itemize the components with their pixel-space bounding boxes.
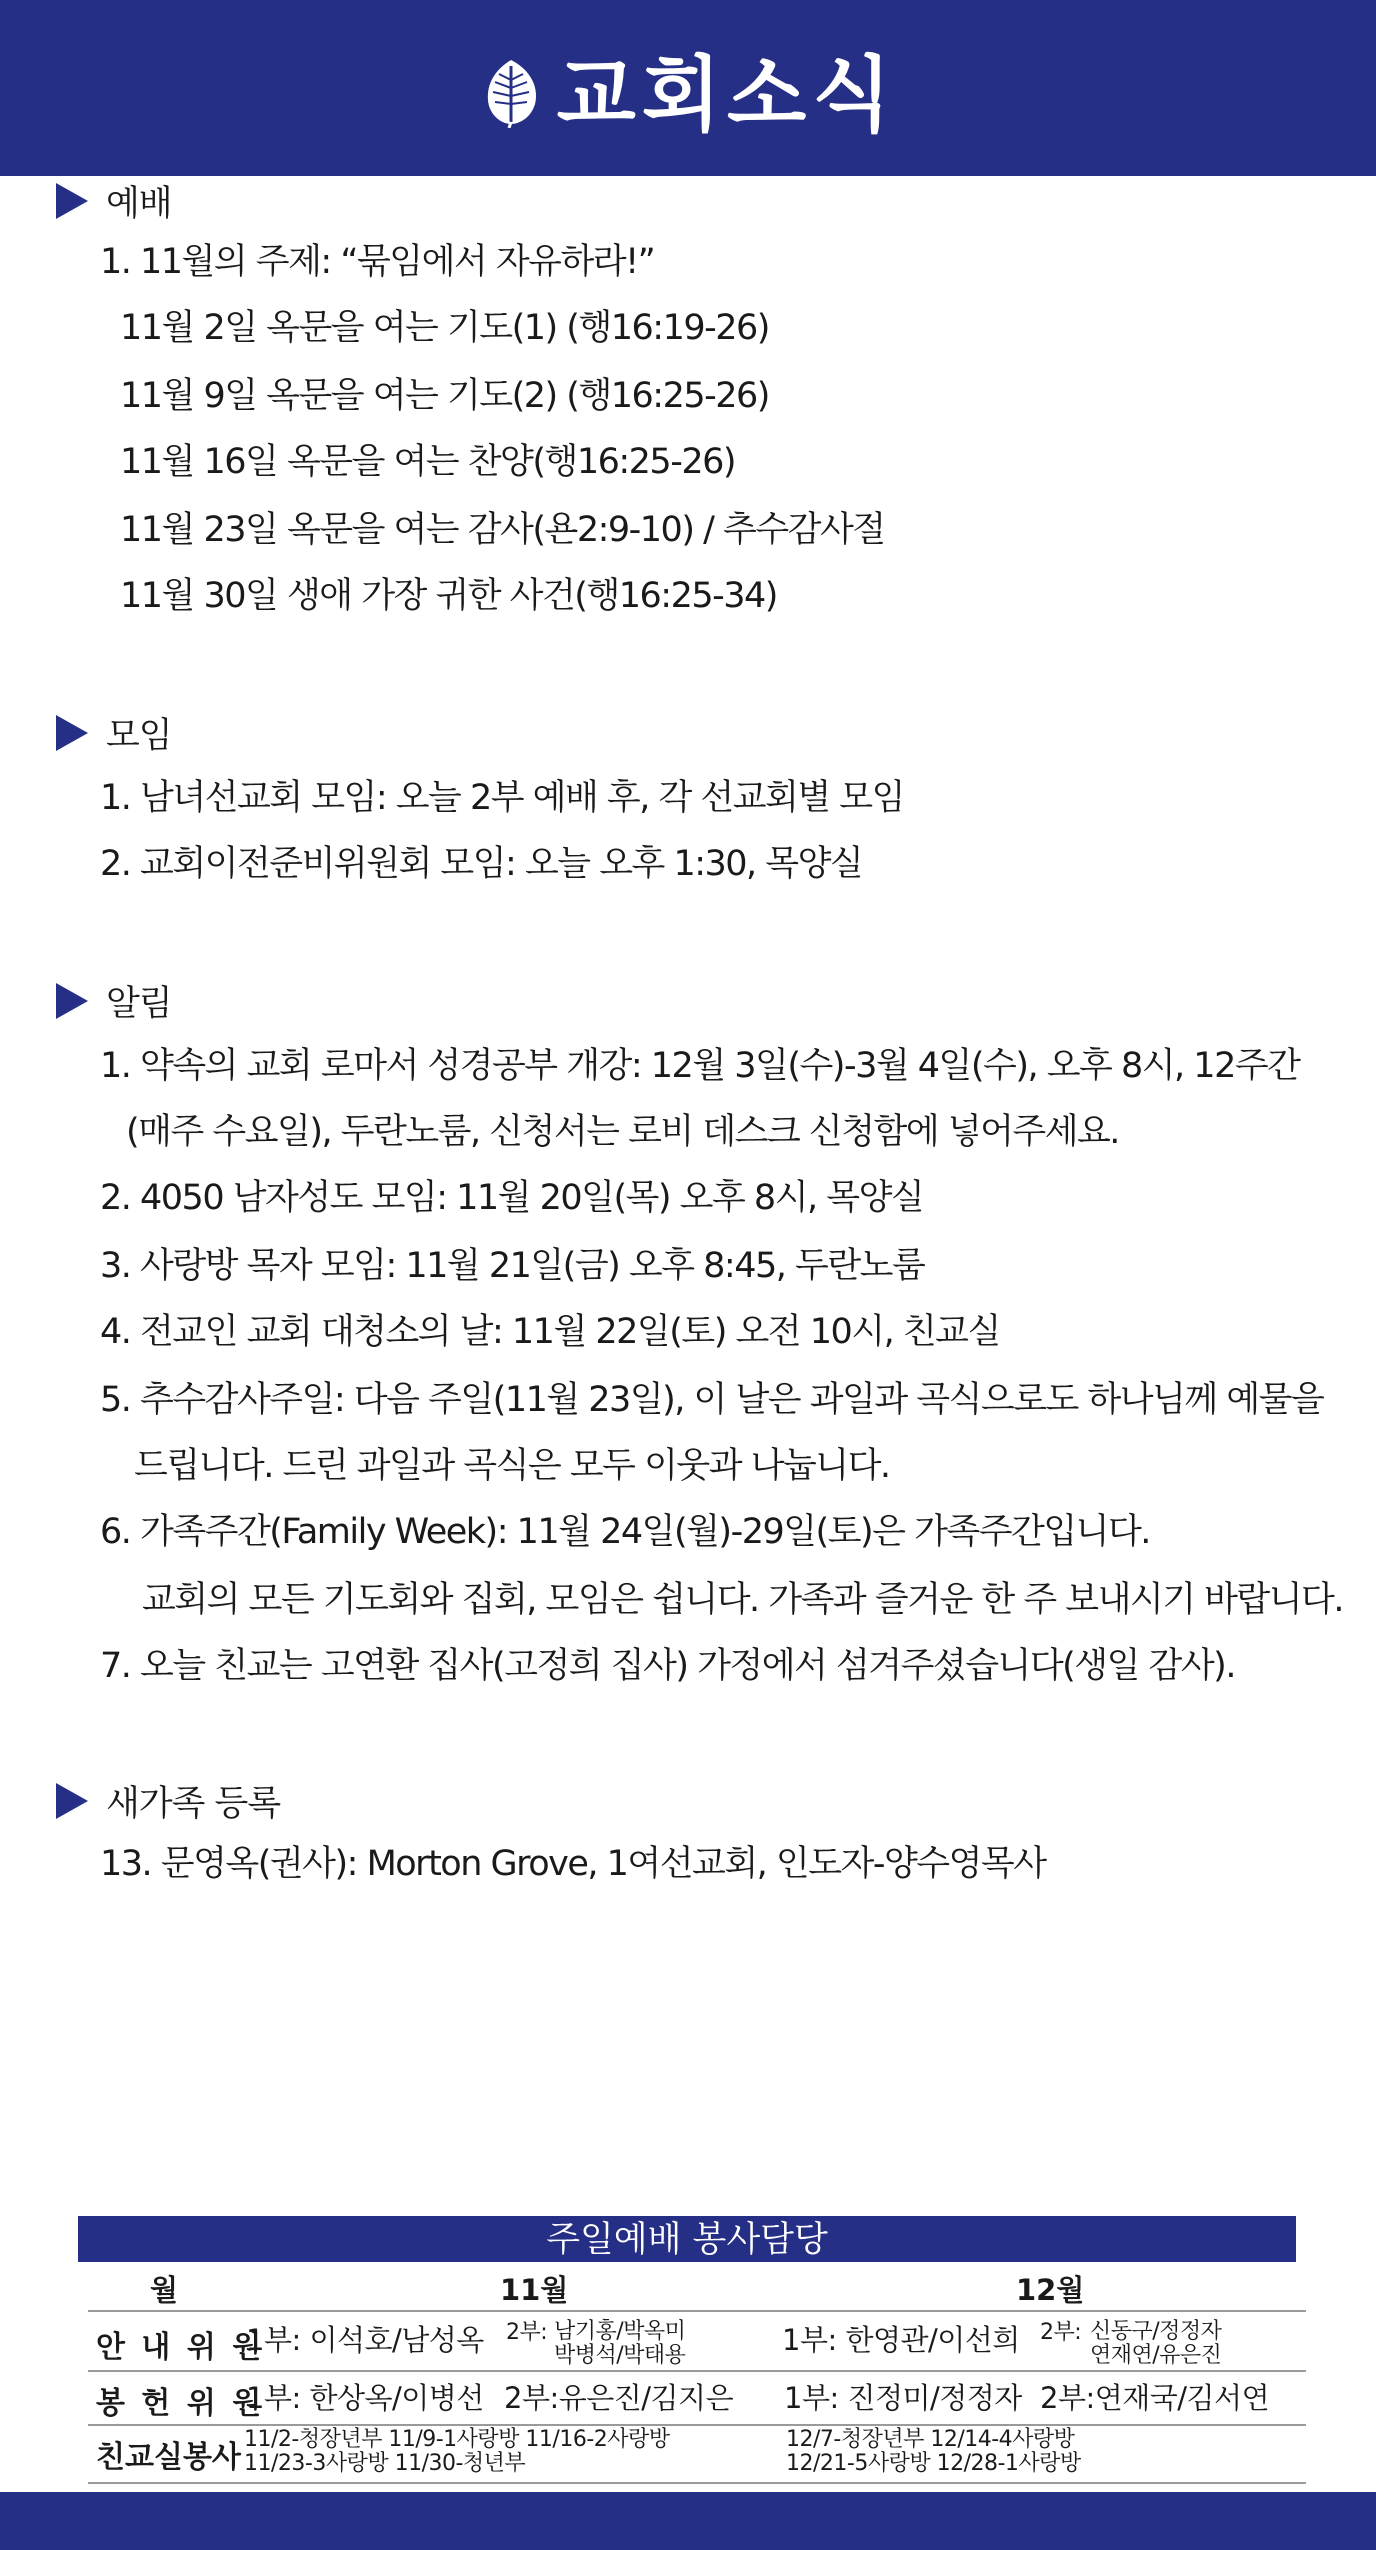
table-header-november: 11월 (500, 2273, 569, 2307)
triangle-bullet-icon (56, 1783, 88, 1819)
offering-dec-second: 2부:연재국/김서연 (1040, 2381, 1270, 2415)
usher-nov-second-line: 박병석/박태용 (554, 2343, 686, 2368)
row-label-usher: 안 내 위 원 (96, 2330, 265, 2365)
usher-dec-second-line: 연재연/유은진 (1090, 2343, 1222, 2368)
service-table-title: 주일예배 봉사담당 (78, 2216, 1296, 2262)
notice-line: (매주 수요일), 두란노룸, 신청서는 로비 데스크 신청함에 넣어주세요. (126, 1112, 1119, 1152)
table-header-december: 12월 (1016, 2273, 1085, 2307)
section-title: 예배 (106, 184, 172, 224)
row-label-fellowship: 친교실봉사 (96, 2440, 241, 2475)
usher-dec-second-line: 신동구/정정자 (1090, 2319, 1222, 2344)
notice-line: 4. 전교인 교회 대청소의 날: 11월 22일(토) 오전 10시, 친교실 (100, 1312, 1000, 1352)
section-title: 새가족 등록 (106, 1784, 281, 1824)
table-divider (88, 2424, 1306, 2426)
fellowship-dec-line: 12/7-청장년부 12/14-4사랑방 (786, 2427, 1075, 2452)
usher-dec-second (1090, 2320, 1221, 2368)
notice-line: 2. 4050 남자성도 모임: 11월 20일(목) 오후 8시, 목양실 (100, 1178, 924, 1218)
notice-line: 7. 오늘 친교는 고연환 집사(고정희 집사) 가정에서 섬겨주셨습니다(생일 감사). (100, 1646, 1235, 1686)
leaf-icon (479, 56, 543, 128)
triangle-bullet-icon (56, 983, 88, 1019)
usher-nov-second-line: 남기홍/박옥미 (554, 2319, 686, 2344)
notice-line: 5. 추수감사주일: 다음 주일(11월 23일), 이 날은 과일과 곡식으로도 하나님께 예물을 (100, 1380, 1324, 1420)
usher-nov-first: 1부: 이석호/남성옥 (246, 2323, 484, 2357)
section-meeting-heading (56, 708, 172, 758)
section-title: 알림 (106, 984, 172, 1024)
notice-line: 교회의 모든 기도회와 집회, 모임은 쉽니다. 가족과 즐거운 한 주 보내시기 바랍니다. (142, 1580, 1343, 1620)
worship-line: 11월 30일 생애 가장 귀한 사건(행16:25-34) (120, 576, 777, 616)
row-label-offering: 봉 헌 위 원 (96, 2386, 265, 2421)
fellowship-dec (786, 2428, 1081, 2476)
fellowship-dec-line: 12/21-5사랑방 12/28-1사랑방 (786, 2451, 1081, 2476)
table-divider (88, 2370, 1306, 2372)
notice-line: 1. 약속의 교회 로마서 성경공부 개강: 12월 3일(수)-3월 4일(수), 오후 8시, 12주간 (100, 1046, 1300, 1086)
table-divider (88, 2310, 1306, 2312)
section-notice-heading (56, 976, 172, 1026)
meeting-line: 1. 남녀선교회 모임: 오늘 2부 예배 후, 각 선교회별 모임 (100, 778, 904, 818)
section-newfamily-heading (56, 1776, 280, 1826)
footer-bar (0, 2492, 1376, 2550)
section-worship-heading (56, 176, 172, 226)
section-title: 모임 (106, 716, 172, 756)
triangle-bullet-icon (56, 183, 88, 219)
usher-dec-second-prefix: 2부: (1040, 2320, 1082, 2345)
usher-nov-second (554, 2320, 685, 2368)
notice-line: 드립니다. 드린 과일과 곡식은 모두 이웃과 나눕니다. (134, 1446, 890, 1486)
fellowship-nov (244, 2428, 670, 2476)
notice-line: 3. 사랑방 목자 모임: 11월 21일(금) 오후 8:45, 두란노룸 (100, 1246, 925, 1286)
offering-dec-first: 1부: 진정미/정정자 (784, 2381, 1022, 2415)
table-divider (88, 2482, 1306, 2484)
table-header-month: 월 (150, 2273, 179, 2307)
usher-nov-second-prefix: 2부: (506, 2320, 548, 2345)
fellowship-nov-line: 11/23-3사랑방 11/30-청년부 (244, 2451, 526, 2476)
notice-line: 6. 가족주간(Family Week): 11월 24일(월)-29일(토)은 가족주간입니다. (100, 1512, 1150, 1552)
worship-line: 11월 9일 옥문을 여는 기도(2) (행16:25-26) (120, 376, 769, 416)
meeting-line: 2. 교회이전준비위원회 모임: 오늘 오후 1:30, 목양실 (100, 844, 863, 884)
header-content (0, 0, 1376, 176)
usher-dec-first: 1부: 한영관/이선희 (782, 2323, 1020, 2357)
triangle-bullet-icon (56, 715, 88, 751)
page-title: 교회소식 (556, 47, 898, 143)
header-bar (0, 0, 1376, 176)
fellowship-nov-line: 11/2-청장년부 11/9-1사랑방 11/16-2사랑방 (244, 2427, 670, 2452)
offering-nov-second: 2부:유은진/김지은 (504, 2381, 734, 2415)
worship-line: 11월 2일 옥문을 여는 기도(1) (행16:19-26) (120, 308, 769, 348)
offering-nov-first: 1부: 한상옥/이병선 (246, 2381, 484, 2415)
worship-line: 11월 16일 옥문을 여는 찬양(행16:25-26) (120, 442, 736, 482)
worship-line: 11월 23일 옥문을 여는 감사(욘2:9-10) / 추수감사절 (120, 510, 885, 550)
newfamily-line: 13. 문영옥(권사): Morton Grove, 1여선교회, 인도자-양수영목사 (100, 1844, 1046, 1884)
worship-line: 1. 11월의 주제: “묶임에서 자유하라!” (100, 242, 655, 282)
